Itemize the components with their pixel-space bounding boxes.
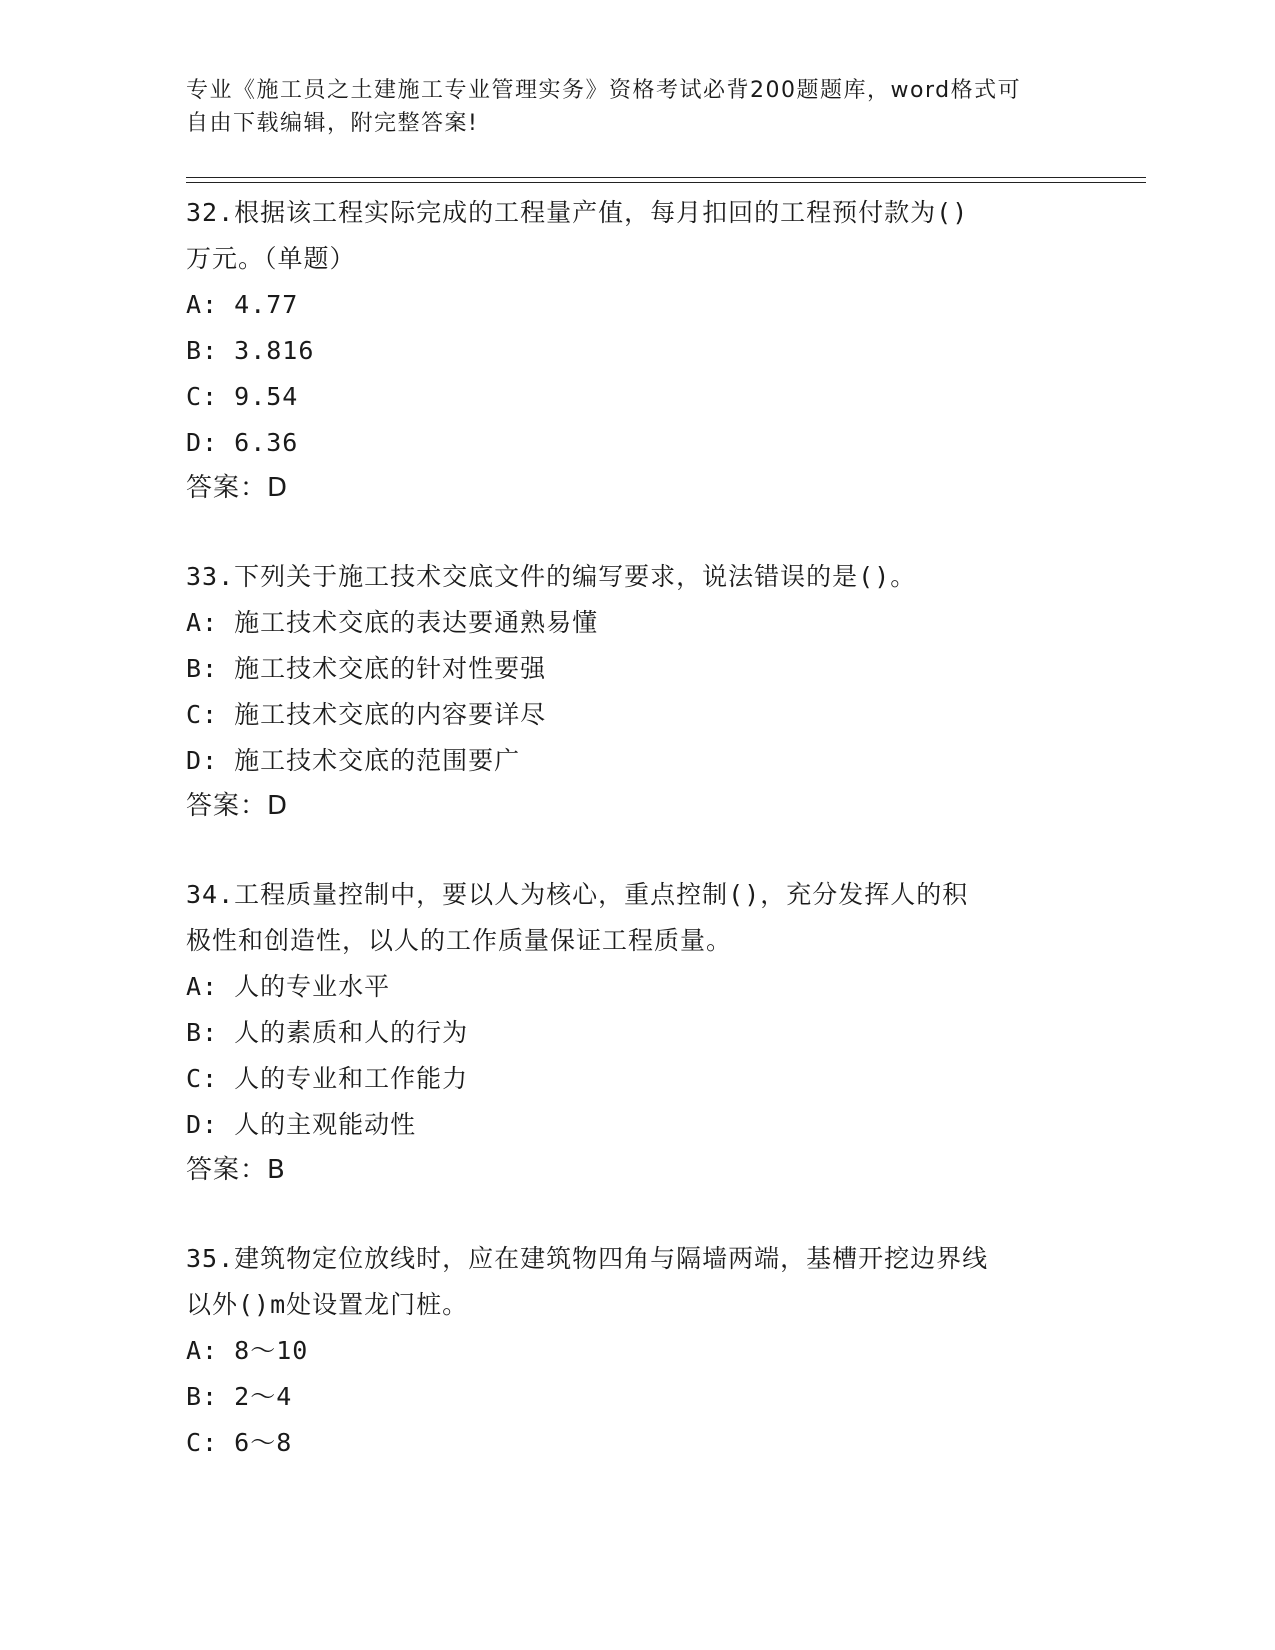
option-c: C: 人的专业和工作能力: [186, 1064, 469, 1093]
question-33: [186, 554, 1086, 828]
option-c: C: 施工技术交底的内容要详尽: [186, 700, 547, 729]
question-spacer: [186, 510, 1086, 554]
header-line-2: 自由下载编辑，附完整答案!: [186, 111, 479, 136]
option-d: D: 人的主观能动性: [186, 1110, 417, 1139]
option-d: D: 施工技术交底的范围要广: [186, 746, 521, 775]
question-stem-line: 33.下列关于施工技术交底文件的编写要求，说法错误的是()。: [186, 562, 917, 591]
option-a: A: 4.77: [186, 290, 299, 319]
option-a: A: 8～10: [186, 1336, 309, 1365]
question-stem-line: 万元。（单题）: [186, 244, 356, 273]
document-header: [186, 74, 1066, 140]
option-b: B: 施工技术交底的针对性要强: [186, 654, 547, 683]
question-stem-line: 极性和创造性，以人的工作质量保证工程质量。: [186, 926, 733, 955]
answer-line: 答案：D: [186, 473, 289, 503]
question-stem-line: 以外()m处设置龙门桩。: [186, 1290, 469, 1319]
question-stem-line: 35.建筑物定位放线时，应在建筑物四角与隔墙两端，基槽开挖边界线: [186, 1244, 989, 1273]
option-b: B: 2～4: [186, 1382, 293, 1411]
option-d: D: 6.36: [186, 428, 299, 457]
question-list: [186, 190, 1086, 1466]
header-line-1: 专业《施工员之土建施工专业管理实务》资格考试必背200题题库，word格式可: [186, 78, 1022, 103]
question-spacer: [186, 1192, 1086, 1236]
header-divider-bottom: [186, 182, 1146, 183]
option-c: C: 6～8: [186, 1428, 293, 1457]
question-stem-line: 32.根据该工程实际完成的工程量产值，每月扣回的工程预付款为(): [186, 198, 969, 227]
option-c: C: 9.54: [186, 382, 299, 411]
question-32: [186, 190, 1086, 510]
option-b: B: 3.816: [186, 336, 315, 365]
header-divider-top: [186, 177, 1146, 178]
question-stem-line: 34.工程质量控制中，要以人为核心，重点控制()，充分发挥人的积: [186, 880, 969, 909]
question-34: [186, 872, 1086, 1192]
option-a: A: 人的专业水平: [186, 972, 391, 1001]
answer-line: 答案：D: [186, 791, 289, 821]
question-35: [186, 1236, 1086, 1466]
option-a: A: 施工技术交底的表达要通熟易懂: [186, 608, 599, 637]
answer-line: 答案：B: [186, 1155, 286, 1185]
option-b: B: 人的素质和人的行为: [186, 1018, 469, 1047]
question-spacer: [186, 828, 1086, 872]
